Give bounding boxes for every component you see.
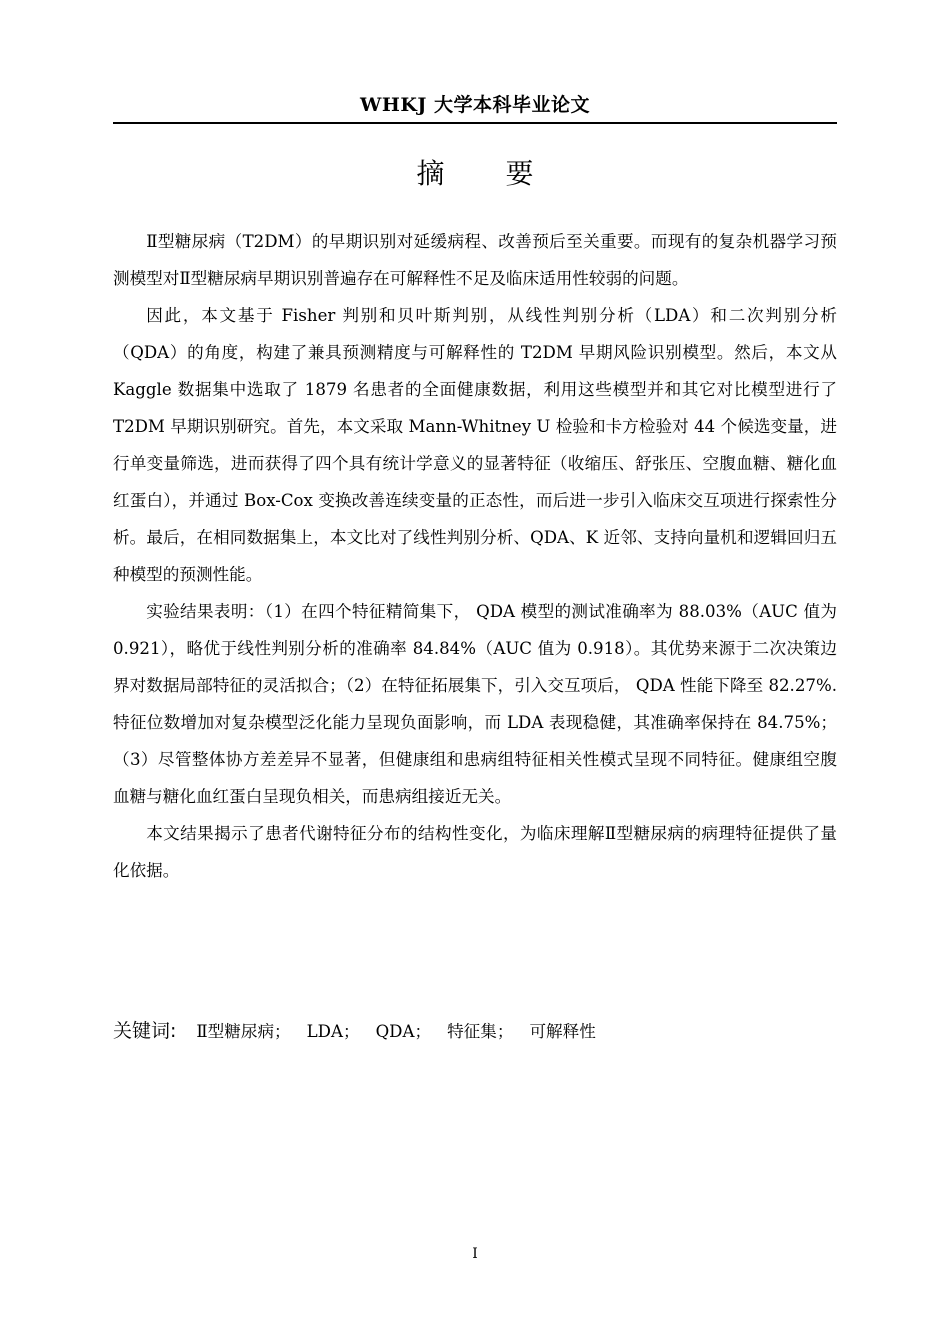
- keyword-item: Ⅱ型糖尿病；: [196, 1022, 291, 1041]
- abstract-paragraph-1: Ⅱ型糖尿病（T2DM）的早期识别对延缓病程、改善预后至关重要。而现有的复杂机器学习预测模型对Ⅱ型糖尿病早期识别普遍存在可解释性不足及临床适用性较弱的问题。: [113, 232, 837, 288]
- keywords-line: [113, 1013, 837, 1050]
- abstract-paragraph-2: 因此，本文基于 Fisher 判别和贝叶斯判别，从线性判别分析（LDA）和二次判别分析（QDA）的角度，构建了兼具预测精度与可解释性的 T2DM 早期风险识别模型。然后，本文从 Kaggle 数据集中选取了 1879 名患者的全面健康数据，利用这些模型并和其它对比模型进行了 T2DM 早期识别研究。首先，本文采取 Mann-Whitney U 检验和卡方检验对 44 个候选变量，进行单变量筛选，进而获得了四个具有统计学意义的显著特征（收缩压、舒张压、空腹血糖、糖化血红蛋白），并通过 Box-Cox 变换改善连续变量的正态性，而后进一步引入临床交互项进行探索性分析。最后，在相同数据集上，本文比对了线性判别分析、QDA、K 近邻、支持向量机和逻辑回归五种模型的预测性能。: [113, 306, 837, 584]
- keyword-item: QDA；: [375, 1022, 432, 1041]
- page-number: I: [472, 1246, 478, 1262]
- keyword-item: 特征集；: [447, 1022, 514, 1041]
- abstract-paragraph-4: 本文结果揭示了患者代谢特征分布的结构性变化，为临床理解Ⅱ型糖尿病的病理特征提供了量化依据。: [113, 824, 837, 880]
- keyword-item: 可解释性: [529, 1022, 596, 1041]
- keywords-label: 关键词:: [113, 1020, 177, 1042]
- abstract-paragraph-3: 实验结果表明：（1）在四个特征精简集下， QDA 模型的测试准确率为 88.03%（AUC 值为 0.921），略优于线性判别分析的准确率 84.84%（AUC 值为 0.918）。其优势来源于二次决策边界对数据局部特征的灵活拟合；（2）在特征拓展集下，引入交互项后， QDA 性能下降至 82.27%.特征位数增加对复杂模型泛化能力呈现负面影响，而 LDA 表现稳健，其准确率保持在 84.75%；（3）尽管整体协方差差异不显著，但健康组和患病组特征相关性模式呈现不同特征。健康组空腹血糖与糖化血红蛋白呈现负相关，而患病组接近无关。: [113, 602, 837, 806]
- keyword-item: LDA；: [306, 1022, 360, 1041]
- abstract-body: [113, 223, 837, 889]
- running-header: [113, 88, 837, 124]
- header-title: WHKJ 大学本科毕业论文: [360, 94, 590, 116]
- abstract-heading: 摘 要: [416, 157, 560, 190]
